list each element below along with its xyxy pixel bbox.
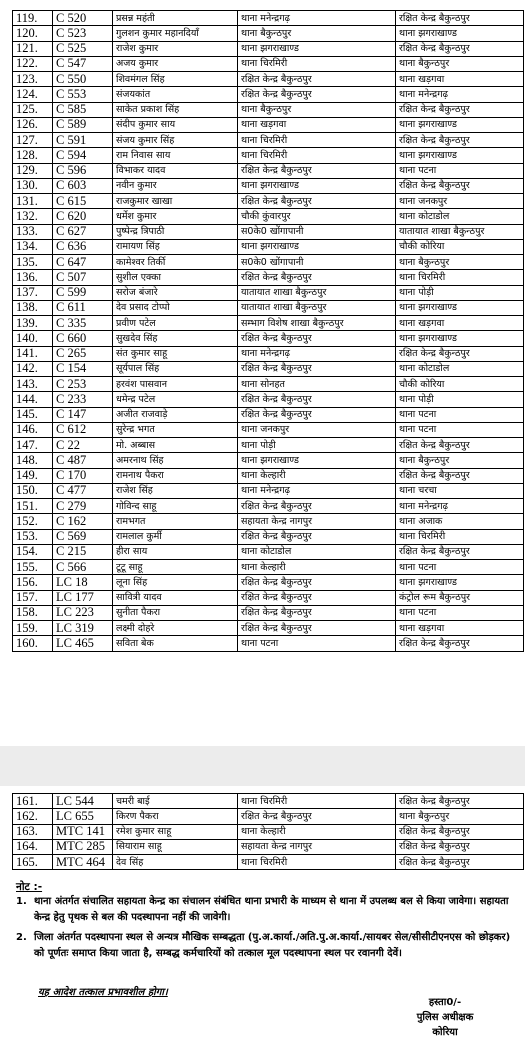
- employee-name-cell: पुष्पेन्द्र त्रिपाठी: [113, 224, 238, 239]
- to-posting-cell: थाना झगराखाण्ड: [396, 575, 524, 590]
- badge-number-cell: LC 319: [53, 621, 113, 636]
- employee-name-cell: कामेश्वर तिर्की: [113, 255, 238, 270]
- serial-number-cell: 160.: [13, 636, 53, 651]
- table-row: [13, 285, 524, 300]
- from-posting-cell: थाना कोटाडोल: [238, 544, 396, 559]
- serial-number-cell: 163.: [13, 824, 53, 839]
- to-posting-cell: थाना झगराखाण्ड: [396, 117, 524, 132]
- table-row: [13, 377, 524, 392]
- badge-number-cell: C 265: [53, 346, 113, 361]
- serial-number-cell: 142.: [13, 361, 53, 376]
- table-row: [13, 163, 524, 178]
- to-posting-cell: यातायात शाखा बैकुन्ठपुर: [396, 224, 524, 239]
- from-posting-cell: रक्षित केन्द्र बैकुन्ठपुर: [238, 499, 396, 514]
- from-posting-cell: यातायात शाखा बैकुन्ठपुर: [238, 300, 396, 315]
- signatory-title: पुलिस अधीक्षक: [416, 1012, 474, 1023]
- table-row: [13, 87, 524, 102]
- table-row: [13, 605, 524, 620]
- from-posting-cell: रक्षित केन्द्र बैकुन्ठपुर: [238, 392, 396, 407]
- serial-number-cell: 147.: [13, 438, 53, 453]
- employee-name-cell: लक्ष्मी दोहरे: [113, 621, 238, 636]
- employee-name-cell: गुलशन कुमार महानदियाँ: [113, 26, 238, 41]
- table-row: [13, 407, 524, 422]
- employee-name-cell: देव सिंह: [113, 855, 238, 870]
- table-row: [13, 483, 524, 498]
- table-row: [13, 575, 524, 590]
- employee-name-cell: अजीत राजवाड़े: [113, 407, 238, 422]
- employee-name-cell: रामलाल कुर्मी: [113, 529, 238, 544]
- to-posting-cell: थाना पटना: [396, 422, 524, 437]
- table-row: [13, 316, 524, 331]
- to-posting-cell: रक्षित केन्द्र बैकुन्ठपुर: [396, 11, 524, 26]
- employee-name-cell: अमरनाथ सिंह: [113, 453, 238, 468]
- to-posting-cell: रक्षित केन्द्र बैकुन्ठपुर: [396, 839, 524, 854]
- serial-number-cell: 152.: [13, 514, 53, 529]
- serial-number-cell: 157.: [13, 590, 53, 605]
- serial-number-cell: 140.: [13, 331, 53, 346]
- to-posting-cell: थाना बैकुन्ठपुर: [396, 255, 524, 270]
- badge-number-cell: C 611: [53, 300, 113, 315]
- badge-number-cell: C 547: [53, 56, 113, 71]
- from-posting-cell: रक्षित केन्द्र बैकुन्ठपुर: [238, 163, 396, 178]
- badge-number-cell: C 599: [53, 285, 113, 300]
- employee-name-cell: संदीप कुमार साय: [113, 117, 238, 132]
- table-row: [13, 392, 524, 407]
- serial-number-cell: 162.: [13, 809, 53, 824]
- from-posting-cell: रक्षित केन्द्र बैकुन्ठपुर: [238, 605, 396, 620]
- from-posting-cell: थाना चिरमिरी: [238, 133, 396, 148]
- employee-name-cell: सुखदेव सिंह: [113, 331, 238, 346]
- employee-name-cell: सुरेन्द्र भगत: [113, 422, 238, 437]
- employee-name-cell: किरण पैकरा: [113, 809, 238, 824]
- badge-number-cell: C 162: [53, 514, 113, 529]
- badge-number-cell: C 477: [53, 483, 113, 498]
- to-posting-cell: थाना अजाक: [396, 514, 524, 529]
- to-posting-cell: थाना कोटाडोल: [396, 361, 524, 376]
- badge-number-cell: C 279: [53, 499, 113, 514]
- from-posting-cell: थाना झगराखाण्ड: [238, 178, 396, 193]
- to-posting-cell: थाना खड़गवा: [396, 316, 524, 331]
- serial-number-cell: 132.: [13, 209, 53, 224]
- serial-number-cell: 119.: [13, 11, 53, 26]
- note-2-text: जिला अंतर्गत पदस्थापना स्थल से अन्यत्र मौखिक सम्बद्धता (पु.अ.कार्या./अति.पु.अ.कार्या./सायबर सेल/सीसीटीएनएस को छोड़कर) को पूर्णतः समाप्त किया जाता है, सम्बद्ध कर्मचारियों को तत्काल मूल पदस्थापना स्थल पर रवानगी देवें।: [34, 932, 511, 959]
- serial-number-cell: 120.: [13, 26, 53, 41]
- from-posting-cell: थाना चिरमिरी: [238, 855, 396, 870]
- badge-number-cell: C 596: [53, 163, 113, 178]
- from-posting-cell: रक्षित केन्द्र बैकुन्ठपुर: [238, 270, 396, 285]
- page-gap: [0, 746, 525, 786]
- to-posting-cell: रक्षित केन्द्र बैकुन्ठपुर: [396, 636, 524, 651]
- to-posting-cell: थाना कोटाडोल: [396, 209, 524, 224]
- employee-name-cell: सरोज बंजारे: [113, 285, 238, 300]
- employee-name-cell: मो. अब्बास: [113, 438, 238, 453]
- from-posting-cell: रक्षित केन्द्र बैकुन्ठपुर: [238, 809, 396, 824]
- table-row: [13, 794, 524, 809]
- employee-name-cell: सावित्री यादव: [113, 590, 238, 605]
- from-posting-cell: रक्षित केन्द्र बैकुन्ठपुर: [238, 529, 396, 544]
- from-posting-cell: थाना पोड़ी: [238, 438, 396, 453]
- badge-number-cell: LC 223: [53, 605, 113, 620]
- badge-number-cell: C 253: [53, 377, 113, 392]
- table-row: [13, 178, 524, 193]
- badge-number-cell: C 335: [53, 316, 113, 331]
- from-posting-cell: यातायात शाखा बैकुन्ठपुर: [238, 285, 396, 300]
- serial-number-cell: 161.: [13, 794, 53, 809]
- from-posting-cell: थाना झगराखाण्ड: [238, 239, 396, 254]
- signature-mark: हस्ता0/-: [428, 997, 462, 1008]
- serial-number-cell: 143.: [13, 377, 53, 392]
- employee-name-cell: सियाराम साहू: [113, 839, 238, 854]
- from-posting-cell: रक्षित केन्द्र बैकुन्ठपुर: [238, 621, 396, 636]
- serial-number-cell: 124.: [13, 87, 53, 102]
- to-posting-cell: थाना झगराखाण्ड: [396, 331, 524, 346]
- employee-name-cell: रामनाथ पैकरा: [113, 468, 238, 483]
- serial-number-cell: 133.: [13, 224, 53, 239]
- table-row: [13, 468, 524, 483]
- note-1: [16, 894, 516, 926]
- effective-note: यह आदेश तत्काल प्रभावशील होगा।: [38, 987, 168, 998]
- employee-name-cell: राजकुमार खाखा: [113, 194, 238, 209]
- from-posting-cell: रक्षित केन्द्र बैकुन्ठपुर: [238, 407, 396, 422]
- from-posting-cell: रक्षित केन्द्र बैकुन्ठपुर: [238, 331, 396, 346]
- from-posting-cell: रक्षित केन्द्र बैकुन्ठपुर: [238, 361, 396, 376]
- table-row: [13, 26, 524, 41]
- to-posting-cell: थाना पटना: [396, 605, 524, 620]
- badge-number-cell: C 22: [53, 438, 113, 453]
- to-posting-cell: कंट्रोल रूम बैकुन्ठपुर: [396, 590, 524, 605]
- note-2-number: 2.: [16, 932, 27, 943]
- to-posting-cell: रक्षित केन्द्र बैकुन्ठपुर: [396, 178, 524, 193]
- from-posting-cell: थाना मनेन्द्रगढ़: [238, 11, 396, 26]
- employee-name-cell: लूना सिंह: [113, 575, 238, 590]
- badge-number-cell: LC 18: [53, 575, 113, 590]
- serial-number-cell: 137.: [13, 285, 53, 300]
- signatory-district: कोरिया: [432, 1027, 458, 1038]
- employee-name-cell: सूर्यपाल सिंह: [113, 361, 238, 376]
- serial-number-cell: 156.: [13, 575, 53, 590]
- employee-name-cell: प्रसन्न महंती: [113, 11, 238, 26]
- from-posting-cell: थाना बैकुन्ठपुर: [238, 102, 396, 117]
- table-row: [13, 499, 524, 514]
- to-posting-cell: थाना चिरमिरी: [396, 270, 524, 285]
- from-posting-cell: चौकी कुंवारपुर: [238, 209, 396, 224]
- badge-number-cell: C 566: [53, 560, 113, 575]
- from-posting-cell: थाना झगराखाण्ड: [238, 41, 396, 56]
- to-posting-cell: थाना बैकुन्ठपुर: [396, 453, 524, 468]
- to-posting-cell: रक्षित केन्द्र बैकुन्ठपुर: [396, 468, 524, 483]
- badge-number-cell: C 660: [53, 331, 113, 346]
- from-posting-cell: थाना खड़गवा: [238, 117, 396, 132]
- table-row: [13, 224, 524, 239]
- badge-number-cell: LC 655: [53, 809, 113, 824]
- table-row: [13, 72, 524, 87]
- badge-number-cell: C 591: [53, 133, 113, 148]
- from-posting-cell: थाना चिरमिरी: [238, 148, 396, 163]
- serial-number-cell: 149.: [13, 468, 53, 483]
- badge-number-cell: C 215: [53, 544, 113, 559]
- employee-name-cell: सुनीता पैकरा: [113, 605, 238, 620]
- from-posting-cell: रक्षित केन्द्र बैकुन्ठपुर: [238, 87, 396, 102]
- to-posting-cell: थाना पोड़ी: [396, 285, 524, 300]
- serial-number-cell: 135.: [13, 255, 53, 270]
- serial-number-cell: 129.: [13, 163, 53, 178]
- employee-name-cell: रामभगत: [113, 514, 238, 529]
- badge-number-cell: C 233: [53, 392, 113, 407]
- to-posting-cell: थाना जनकपुर: [396, 194, 524, 209]
- from-posting-cell: थाना केल्हारी: [238, 824, 396, 839]
- to-posting-cell: रक्षित केन्द्र बैकुन्ठपुर: [396, 102, 524, 117]
- employee-name-cell: रमेश कुमार साहू: [113, 824, 238, 839]
- serial-number-cell: 138.: [13, 300, 53, 315]
- from-posting-cell: थाना चिरमिरी: [238, 56, 396, 71]
- table-row: [13, 194, 524, 209]
- table-row: [13, 453, 524, 468]
- note-1-number: 1.: [16, 896, 27, 907]
- from-posting-cell: सहायता केन्द्र नागपुर: [238, 514, 396, 529]
- table-row: [13, 56, 524, 71]
- serial-number-cell: 165.: [13, 855, 53, 870]
- to-posting-cell: रक्षित केन्द्र बैकुन्ठपुर: [396, 346, 524, 361]
- employee-name-cell: अजय कुमार: [113, 56, 238, 71]
- badge-number-cell: C 550: [53, 72, 113, 87]
- to-posting-cell: रक्षित केन्द्र बैकुन्ठपुर: [396, 824, 524, 839]
- employee-name-cell: हरवंश पासवान: [113, 377, 238, 392]
- employee-name-cell: नवीन कुमार: [113, 178, 238, 193]
- from-posting-cell: सहायता केन्द्र नागपुर: [238, 839, 396, 854]
- transfer-table-page-2: [12, 793, 524, 870]
- from-posting-cell: थाना जनकपुर: [238, 422, 396, 437]
- from-posting-cell: थाना केल्हारी: [238, 468, 396, 483]
- table-row: [13, 636, 524, 651]
- badge-number-cell: C 553: [53, 87, 113, 102]
- to-posting-cell: थाना चिरमिरी: [396, 529, 524, 544]
- serial-number-cell: 146.: [13, 422, 53, 437]
- employee-name-cell: राम निवास साय: [113, 148, 238, 163]
- badge-number-cell: MTC 464: [53, 855, 113, 870]
- from-posting-cell: रक्षित केन्द्र बैकुन्ठपुर: [238, 575, 396, 590]
- to-posting-cell: थाना खड़गवा: [396, 72, 524, 87]
- badge-number-cell: C 612: [53, 422, 113, 437]
- badge-number-cell: C 507: [53, 270, 113, 285]
- to-posting-cell: थाना मनेन्द्रगढ़: [396, 87, 524, 102]
- badge-number-cell: C 589: [53, 117, 113, 132]
- serial-number-cell: 122.: [13, 56, 53, 71]
- table-row: [13, 544, 524, 559]
- table-row: [13, 809, 524, 824]
- badge-number-cell: C 525: [53, 41, 113, 56]
- badge-number-cell: C 647: [53, 255, 113, 270]
- table-row: [13, 560, 524, 575]
- table-row: [13, 514, 524, 529]
- to-posting-cell: चौकी कोरिया: [396, 377, 524, 392]
- table-row: [13, 239, 524, 254]
- employee-name-cell: संजयकांत: [113, 87, 238, 102]
- table-row: [13, 839, 524, 854]
- serial-number-cell: 164.: [13, 839, 53, 854]
- serial-number-cell: 127.: [13, 133, 53, 148]
- employee-name-cell: साकेत प्रकाश सिंह: [113, 102, 238, 117]
- to-posting-cell: चौकी कोरिया: [396, 239, 524, 254]
- employee-name-cell: रामायण सिंह: [113, 239, 238, 254]
- serial-number-cell: 148.: [13, 453, 53, 468]
- employee-name-cell: चमरी बाई: [113, 794, 238, 809]
- from-posting-cell: थाना पटना: [238, 636, 396, 651]
- badge-number-cell: C 170: [53, 468, 113, 483]
- from-posting-cell: थाना मनेन्द्रगढ़: [238, 483, 396, 498]
- employee-name-cell: गोविन्द साहू: [113, 499, 238, 514]
- employee-name-cell: सविता बेक: [113, 636, 238, 651]
- to-posting-cell: थाना झगराखाण्ड: [396, 300, 524, 315]
- serial-number-cell: 136.: [13, 270, 53, 285]
- from-posting-cell: रक्षित केन्द्र बैकुन्ठपुर: [238, 194, 396, 209]
- serial-number-cell: 141.: [13, 346, 53, 361]
- to-posting-cell: थाना बैकुन्ठपुर: [396, 56, 524, 71]
- serial-number-cell: 150.: [13, 483, 53, 498]
- from-posting-cell: थाना झगराखाण्ड: [238, 453, 396, 468]
- serial-number-cell: 155.: [13, 560, 53, 575]
- note-2: [16, 930, 516, 962]
- table-row: [13, 102, 524, 117]
- badge-number-cell: C 636: [53, 239, 113, 254]
- to-posting-cell: रक्षित केन्द्र बैकुन्ठपुर: [396, 544, 524, 559]
- to-posting-cell: रक्षित केन्द्र बैकुन्ठपुर: [396, 41, 524, 56]
- serial-number-cell: 134.: [13, 239, 53, 254]
- to-posting-cell: थाना पोड़ी: [396, 392, 524, 407]
- employee-name-cell: टूटू साहू: [113, 560, 238, 575]
- from-posting-cell: सम्भाग विशेष शाखा बैकुन्ठपुर: [238, 316, 396, 331]
- badge-number-cell: MTC 285: [53, 839, 113, 854]
- table-row: [13, 270, 524, 285]
- to-posting-cell: रक्षित केन्द्र बैकुन्ठपुर: [396, 438, 524, 453]
- from-posting-cell: रक्षित केन्द्र बैकुन्ठपुर: [238, 72, 396, 87]
- table-row: [13, 346, 524, 361]
- to-posting-cell: थाना बैकुन्ठपुर: [396, 809, 524, 824]
- badge-number-cell: C 520: [53, 11, 113, 26]
- badge-number-cell: C 594: [53, 148, 113, 163]
- table-row: [13, 331, 524, 346]
- table-row: [13, 590, 524, 605]
- employee-name-cell: राजेश सिंह: [113, 483, 238, 498]
- to-posting-cell: रक्षित केन्द्र बैकुन्ठपुर: [396, 855, 524, 870]
- table-row: [13, 621, 524, 636]
- badge-number-cell: C 487: [53, 453, 113, 468]
- badge-number-cell: C 147: [53, 407, 113, 422]
- employee-name-cell: शिवमंगल सिंह: [113, 72, 238, 87]
- table-row: [13, 361, 524, 376]
- from-posting-cell: थाना सोनहत: [238, 377, 396, 392]
- from-posting-cell: रक्षित केन्द्र बैकुन्ठपुर: [238, 590, 396, 605]
- to-posting-cell: थाना पटना: [396, 163, 524, 178]
- to-posting-cell: थाना खड़गवा: [396, 621, 524, 636]
- badge-number-cell: LC 544: [53, 794, 113, 809]
- note-1-text: थाना अंतर्गत संचालित सहायता केन्द्र का संचालन संबंधित थाना प्रभारी के माध्यम से थाना में उपलब्ध बल से किया जावेगा। सहायता केन्द्र हेतु पृथक से बल की पदस्थापना नहीं की जावेगी।: [34, 896, 509, 923]
- table-row: [13, 133, 524, 148]
- badge-number-cell: C 603: [53, 178, 113, 193]
- badge-number-cell: MTC 141: [53, 824, 113, 839]
- from-posting-cell: थाना केल्हारी: [238, 560, 396, 575]
- note-heading: नोट :-: [16, 881, 43, 893]
- table-row: [13, 11, 524, 26]
- employee-name-cell: राजेश कुमार: [113, 41, 238, 56]
- table-row: [13, 255, 524, 270]
- table-row: [13, 41, 524, 56]
- table-row: [13, 529, 524, 544]
- employee-name-cell: संत कुमार साहू: [113, 346, 238, 361]
- badge-number-cell: C 620: [53, 209, 113, 224]
- from-posting-cell: थाना मनेन्द्रगढ़: [238, 346, 396, 361]
- table-row: [13, 855, 524, 870]
- serial-number-cell: 125.: [13, 102, 53, 117]
- badge-number-cell: LC 465: [53, 636, 113, 651]
- badge-number-cell: C 523: [53, 26, 113, 41]
- employee-name-cell: विभाकर यादव: [113, 163, 238, 178]
- employee-name-cell: धर्मेश कुमार: [113, 209, 238, 224]
- employee-name-cell: हीरा साय: [113, 544, 238, 559]
- serial-number-cell: 145.: [13, 407, 53, 422]
- table-row: [13, 300, 524, 315]
- to-posting-cell: रक्षित केन्द्र बैकुन्ठपुर: [396, 794, 524, 809]
- employee-name-cell: प्रवीण पटेल: [113, 316, 238, 331]
- table-row: [13, 148, 524, 163]
- from-posting-cell: थाना बैकुन्ठपुर: [238, 26, 396, 41]
- to-posting-cell: रक्षित केन्द्र बैकुन्ठपुर: [396, 133, 524, 148]
- table-row: [13, 209, 524, 224]
- serial-number-cell: 158.: [13, 605, 53, 620]
- badge-number-cell: C 627: [53, 224, 113, 239]
- employee-name-cell: सुशील एक्का: [113, 270, 238, 285]
- serial-number-cell: 126.: [13, 117, 53, 132]
- table-row: [13, 117, 524, 132]
- serial-number-cell: 128.: [13, 148, 53, 163]
- employee-name-cell: देव प्रसाद टोप्पो: [113, 300, 238, 315]
- to-posting-cell: थाना झगराखाण्ड: [396, 148, 524, 163]
- badge-number-cell: C 615: [53, 194, 113, 209]
- serial-number-cell: 153.: [13, 529, 53, 544]
- badge-number-cell: C 585: [53, 102, 113, 117]
- badge-number-cell: C 154: [53, 361, 113, 376]
- employee-name-cell: संजय कुमार सिंह: [113, 133, 238, 148]
- from-posting-cell: थाना चिरमिरी: [238, 794, 396, 809]
- to-posting-cell: थाना झगराखाण्ड: [396, 26, 524, 41]
- from-posting-cell: स0के0 खोंगापानी: [238, 255, 396, 270]
- serial-number-cell: 130.: [13, 178, 53, 193]
- serial-number-cell: 144.: [13, 392, 53, 407]
- employee-name-cell: धमेन्द्र पटेल: [113, 392, 238, 407]
- to-posting-cell: थाना चरचा: [396, 483, 524, 498]
- table-row: [13, 824, 524, 839]
- serial-number-cell: 154.: [13, 544, 53, 559]
- to-posting-cell: थाना पटना: [396, 407, 524, 422]
- from-posting-cell: स0के0 खोंगापानी: [238, 224, 396, 239]
- to-posting-cell: थाना पटना: [396, 560, 524, 575]
- badge-number-cell: C 569: [53, 529, 113, 544]
- serial-number-cell: 121.: [13, 41, 53, 56]
- serial-number-cell: 151.: [13, 499, 53, 514]
- transfer-table-page-1: [12, 10, 524, 652]
- badge-number-cell: LC 177: [53, 590, 113, 605]
- table-row: [13, 422, 524, 437]
- serial-number-cell: 159.: [13, 621, 53, 636]
- serial-number-cell: 123.: [13, 72, 53, 87]
- serial-number-cell: 131.: [13, 194, 53, 209]
- table-row: [13, 438, 524, 453]
- serial-number-cell: 139.: [13, 316, 53, 331]
- to-posting-cell: थाना मनेन्द्रगढ़: [396, 499, 524, 514]
